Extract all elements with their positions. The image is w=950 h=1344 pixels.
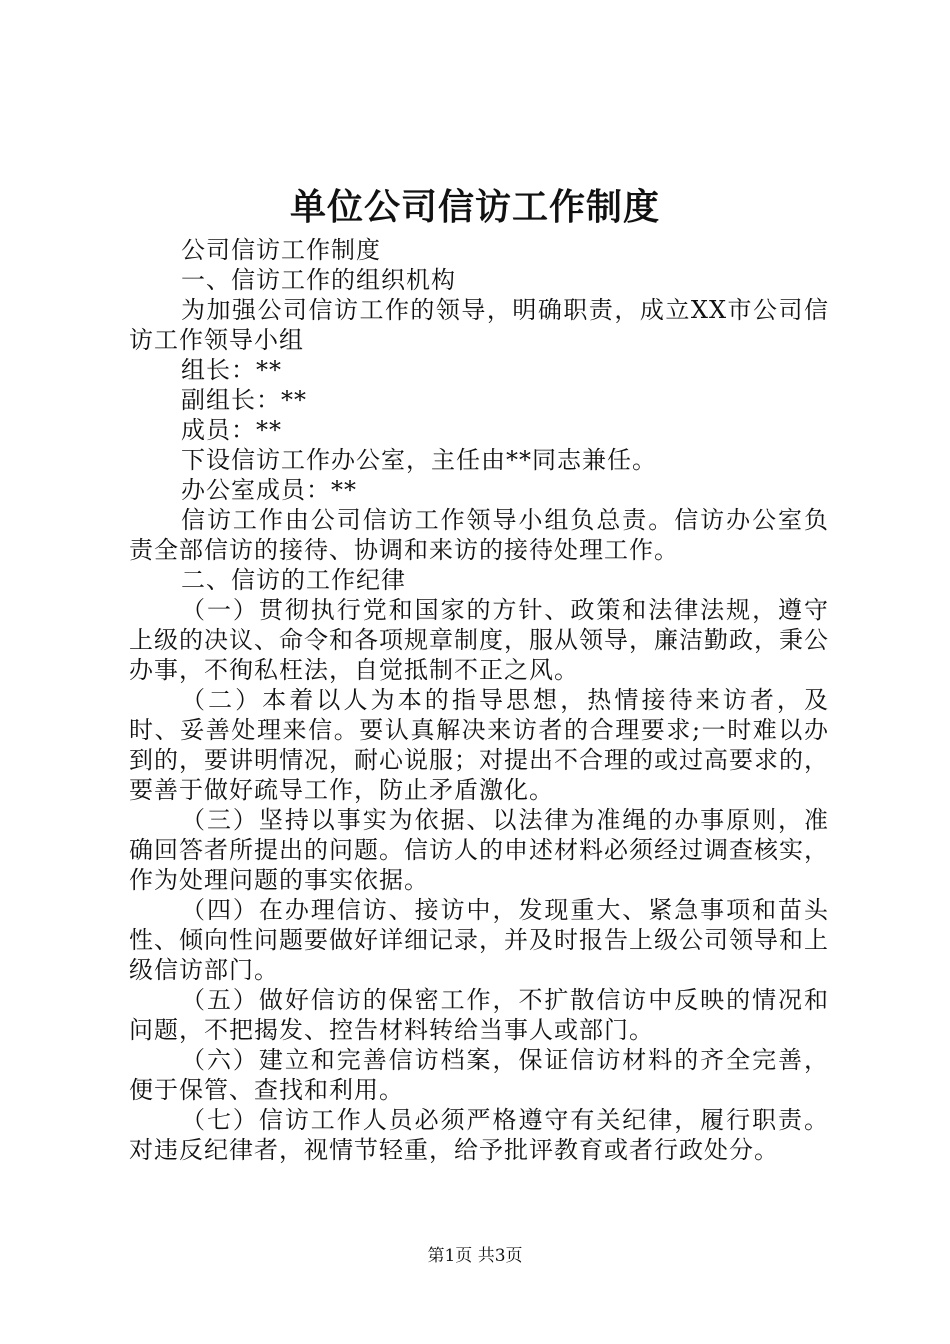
paragraph: 办公室成员：** xyxy=(181,476,357,504)
list-item: （二）本着以人为本的指导思想，热情接待来访者，及时、妥善处理来信。要认真解决来访者的合理要求;一时难以办到的，要讲明情况，耐心说服；对提出不合理的或过高要求的，要善于做好疏导工作，防止矛盾激化。 xyxy=(129,686,829,804)
page-number: 第1页 共3页 xyxy=(427,1246,523,1266)
paragraph: 公司信访工作制度 xyxy=(181,236,381,264)
list-item: （七）信访工作人员必须严格遵守有关纪律，履行职责。对违反纪律者，视情节轻重，给予批评教育或者行政处分。 xyxy=(129,1106,829,1164)
section-heading: 一、信访工作的组织机构 xyxy=(181,266,456,294)
list-item: （五）做好信访的保密工作，不扩散信访中反映的情况和问题，不把揭发、控告材料转给当事人或部门。 xyxy=(129,986,829,1044)
document-body xyxy=(129,235,829,1165)
list-item: （四）在办理信访、接访中，发现重大、紧急事项和苗头性、倾向性问题要做好详细记录，并及时报告上级公司领导和上级信访部门。 xyxy=(129,896,829,984)
paragraph: 下设信访工作办公室，主任由**同志兼任。 xyxy=(181,446,657,474)
paragraph: 信访工作由公司信访工作领导小组负总责。信访办公室负责全部信访的接待、协调和来访的接待处理工作。 xyxy=(129,506,829,564)
list-item: （三）坚持以事实为依据、以法律为准绳的办事原则，准确回答者所提出的问题。信访人的申述材料必须经过调查核实，作为处理问题的事实依据。 xyxy=(129,806,829,894)
paragraph: 副组长：** xyxy=(181,386,307,414)
document-title: 单位公司信访工作制度 xyxy=(289,186,660,228)
list-item: （六）建立和完善信访档案，保证信访材料的齐全完善，便于保管、查找和利用。 xyxy=(129,1046,829,1104)
paragraph: 组长：** xyxy=(181,356,282,384)
paragraph: 成员：** xyxy=(181,416,282,444)
paragraph: 为加强公司信访工作的领导，明确职责，成立XX市公司信访工作领导小组 xyxy=(129,296,829,354)
section-heading: 二、信访的工作纪律 xyxy=(181,566,406,594)
list-item: （一）贯彻执行党和国家的方针、政策和法律法规，遵守上级的决议、命令和各项规章制度，服从领导，廉洁勤政，秉公办事，不徇私枉法，自觉抵制不正之风。 xyxy=(129,596,829,684)
